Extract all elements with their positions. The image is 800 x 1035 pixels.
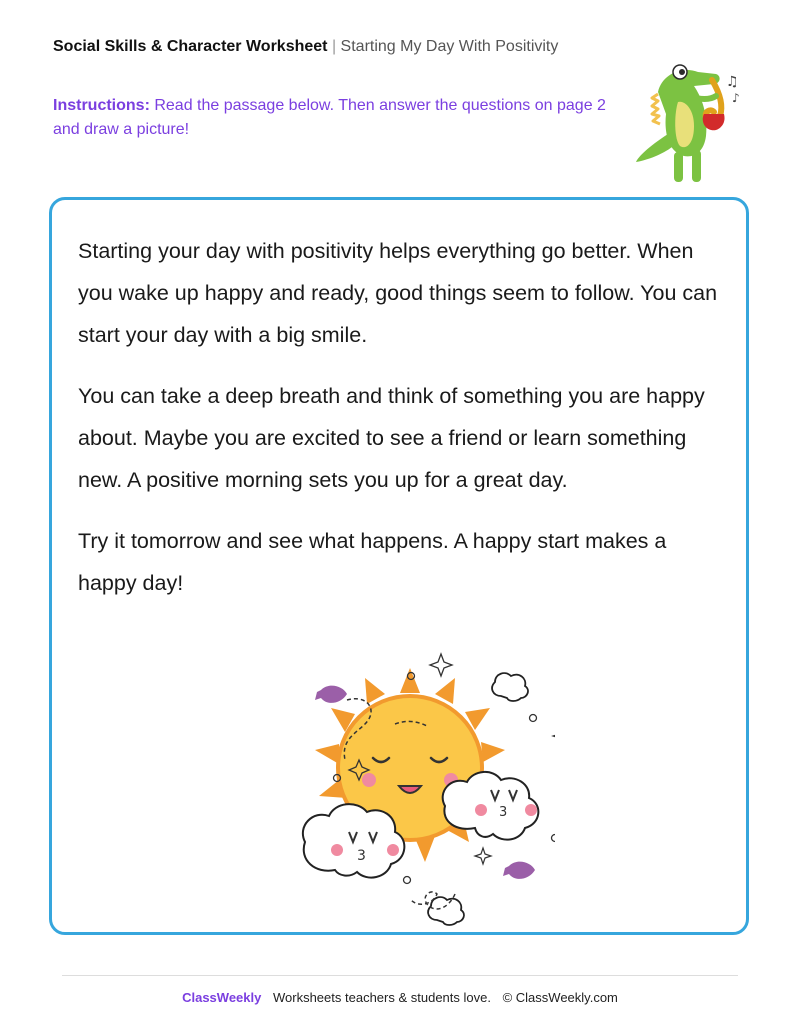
- page-footer: [0, 990, 800, 1005]
- svg-text:3: 3: [499, 805, 508, 820]
- footer-divider: [62, 975, 738, 976]
- passage-paragraph-3: Try it tomorrow and see what happens. A happy start makes a happy day!: [78, 529, 667, 595]
- passage-paragraph-1: Starting your day with positivity helps everything go better. When you wake up happy and ready, good things seem to follow. You can start your day with a big smile.: [78, 239, 718, 347]
- svg-text:♪: ♪: [732, 91, 740, 105]
- passage-box: [49, 197, 749, 935]
- happy-sun-clouds-icon: [265, 638, 555, 928]
- footer-brand: ClassWeekly: [182, 990, 262, 1005]
- instructions-text: Read the passage below. Then answer the questions on page 2 and draw a picture!: [53, 97, 606, 138]
- svg-text:♫: ♫: [726, 74, 739, 90]
- crocodile-saxophone-icon: [628, 52, 748, 188]
- footer-copyright: © ClassWeekly.com: [502, 990, 618, 1005]
- worksheet-subtitle: Starting My Day With Positivity: [340, 38, 559, 55]
- instructions: [53, 94, 623, 142]
- passage-paragraph-2: You can take a deep breath and think of something you are happy about. Maybe you are excited to see a friend or learn something new. A positive morning sets you up for a great day.: [78, 384, 705, 492]
- reading-passage: [78, 230, 718, 623]
- header-separator: |: [331, 38, 337, 55]
- footer-tagline: Worksheets teachers & students love.: [272, 990, 491, 1005]
- svg-text:3: 3: [357, 848, 366, 864]
- worksheet-title: Social Skills & Character Worksheet: [53, 38, 328, 55]
- worksheet-header: [53, 38, 558, 56]
- instructions-label: Instructions:: [53, 97, 150, 114]
